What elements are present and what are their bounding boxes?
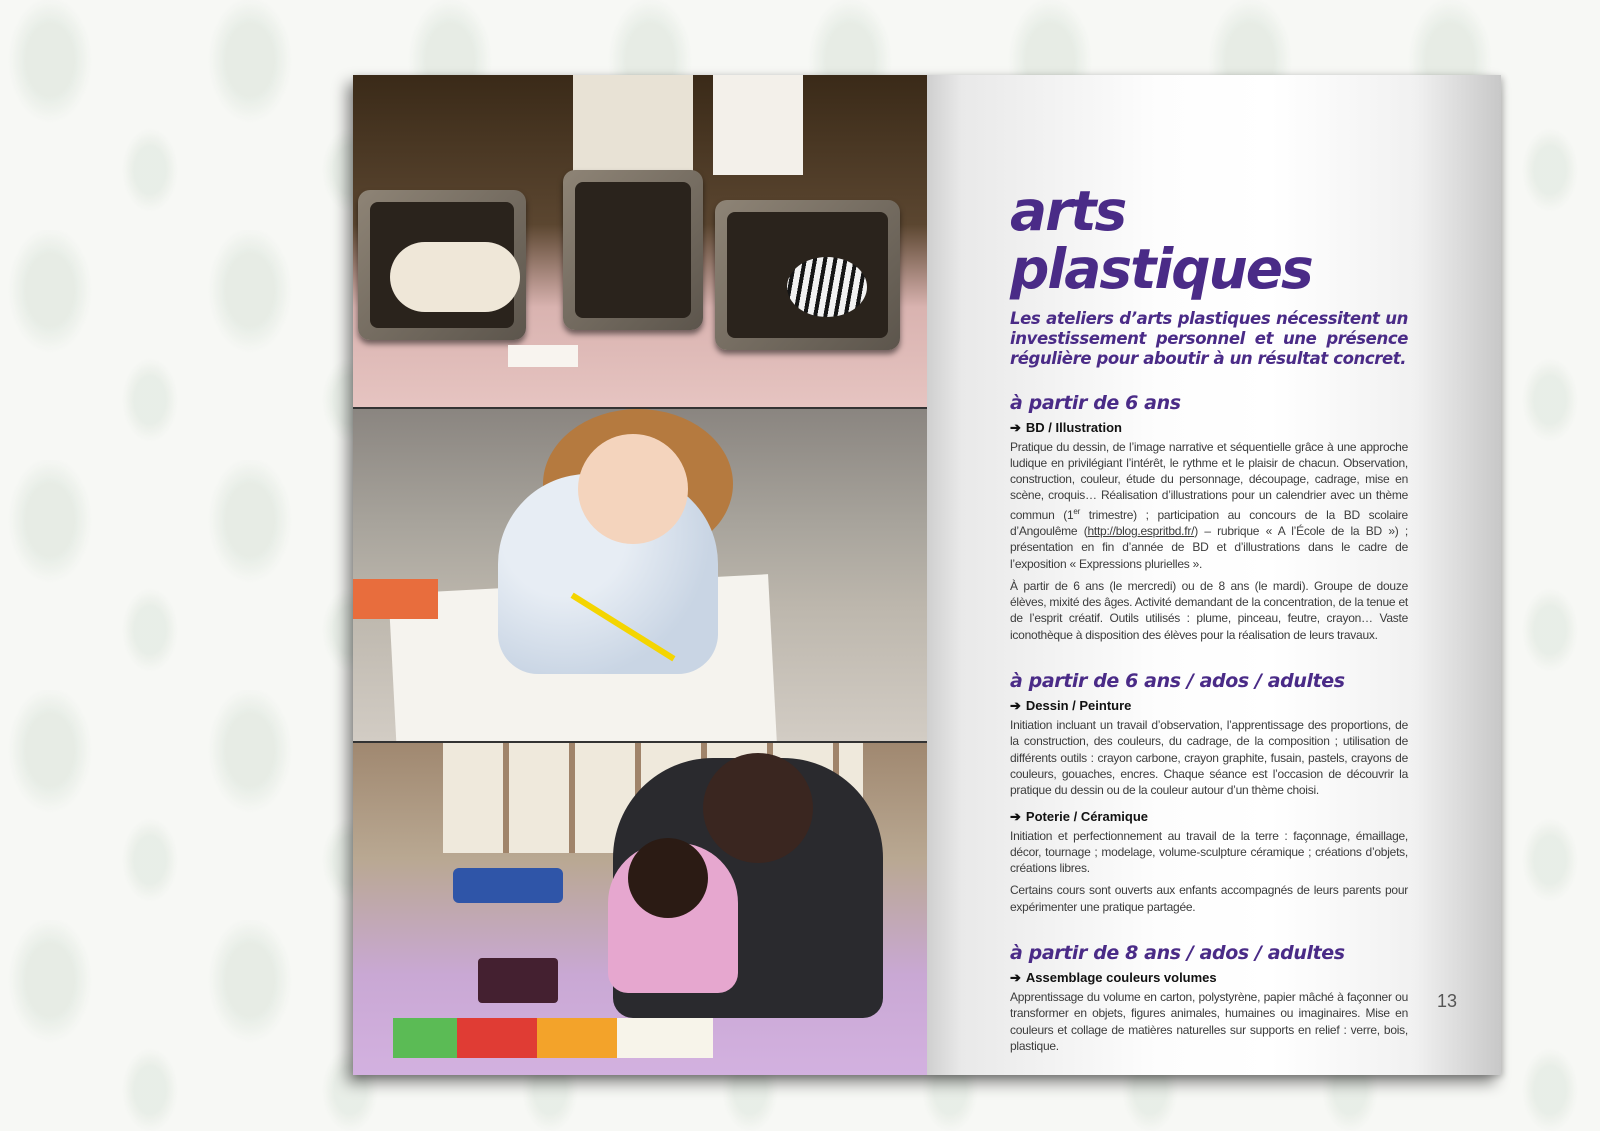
photo-page xyxy=(353,75,927,1075)
small-child-head xyxy=(628,838,708,918)
section-heading: à partir de 6 ans / ados / adultes xyxy=(1010,670,1345,693)
wall-poster xyxy=(713,75,803,175)
photo-parent-child-painting xyxy=(353,743,927,1075)
item-description: Pratique du dessin, de l’image narrative et séquentielle grâce à une approche ludique en privilégiant l’intérêt, le rythme et le plaisir de chacun. Observation, construction, couleur, étude du personnage, découpage, cadrage, mise en scène, croquis… Réalisation d’illustrations pour un calendrier avec un thème commun (1er trimestre) ; participation au concours de la BD scolaire d’Angoulême (http://blog.espritbd.fr/) – rubrique « A l’École de la BD ») ; présentation en fin d’année de BD et d’illustrations dans le cadre de l’exposition « Expressions plurielles ». xyxy=(1010,439,1408,571)
display-label xyxy=(508,345,578,367)
photo-child-drawing xyxy=(353,409,927,741)
item-title: ➔ Poterie / Céramique xyxy=(1010,808,1149,824)
arrow-right-icon: ➔ xyxy=(1010,808,1021,824)
blog-link[interactable]: http://blog.espritbd.fr/ xyxy=(1087,523,1195,538)
text-page xyxy=(927,75,1501,1075)
child-face xyxy=(578,434,688,544)
section-heading: à partir de 8 ans / ados / adultes xyxy=(1010,942,1345,965)
brush-pots xyxy=(478,958,558,1003)
photo-ceramic-trays xyxy=(353,75,927,407)
page-number: 13 xyxy=(1436,991,1457,1011)
page-lede: Les ateliers d’arts plastiques nécessitent un investissement personnel et une présence régulière pour aboutir à un résultat concret. xyxy=(1010,308,1408,368)
colored-papers xyxy=(393,1018,713,1058)
page-title: arts plastiques xyxy=(1010,179,1312,301)
item-title: ➔ Assemblage couleurs volumes xyxy=(1010,970,1217,986)
item-description: Initiation et perfectionnement au travail de la terre : façonnage, émaillage, décor, tournage ; modelage, volume-sculpture céramique ; créations d’objets, créations libres. xyxy=(1010,828,1408,876)
section-heading: à partir de 6 ans xyxy=(1010,391,1181,414)
booklet-spread xyxy=(353,75,1501,1075)
section-6-ans xyxy=(1010,391,1408,644)
item-description: Initiation incluant un travail d’observation, l’apprentissage des proportions, de la construction, des couleurs, du cadrage, de la composition ; utilisation de différents outils : crayon carbone, crayon graphite, fusain, pastels, crayons de couleurs, gouaches, encres. Chaque séance est l’occasion de découvrir la pratique du dessin ou de la couleur autour d’un thème choisi. xyxy=(1010,718,1408,798)
blue-chair xyxy=(453,868,563,903)
ceramic-tray xyxy=(358,190,526,340)
arrow-right-icon: ➔ xyxy=(1010,419,1021,435)
section-6-ans-ados-adultes xyxy=(1010,669,1408,915)
text-column xyxy=(1010,179,1408,1060)
item-details: Certains cours sont ouverts aux enfants accompagnés de leurs parents pour expérimenter une pratique partagée. xyxy=(1010,883,1408,914)
arrow-right-icon: ➔ xyxy=(1010,970,1021,986)
item-details: À partir de 6 ans (le mercredi) ou de 8 ans (le mardi). Groupe de douze élèves, mixité des âges. Activité demandant de la concentration, de la tenue et de l’esprit créatif. Outils utilisés : plume, pinceau, feutre, crayon… Vaste iconothèque à disposition des élèves pour la réalisation de leurs travaux. xyxy=(1010,578,1408,642)
item-title: ➔ BD / Illustration xyxy=(1010,419,1122,435)
crayon-box xyxy=(353,579,438,619)
adult-head xyxy=(703,753,813,863)
arrow-right-icon: ➔ xyxy=(1010,698,1021,714)
ceramic-tray xyxy=(715,200,900,350)
item-description: Apprentissage du volume en carton, polystyrène, papier mâché à façonner ou transformer en objets, figures animales, humaines ou imaginaires. Mise en couleurs et collage de matières naturelles sur supports en relief : verre, bois, plastique. xyxy=(1010,990,1408,1053)
wall-poster xyxy=(573,75,693,175)
item-title: ➔ Dessin / Peinture xyxy=(1010,698,1132,714)
ceramic-tray xyxy=(563,170,703,330)
section-8-ans-ados-adultes xyxy=(1010,941,1408,1054)
